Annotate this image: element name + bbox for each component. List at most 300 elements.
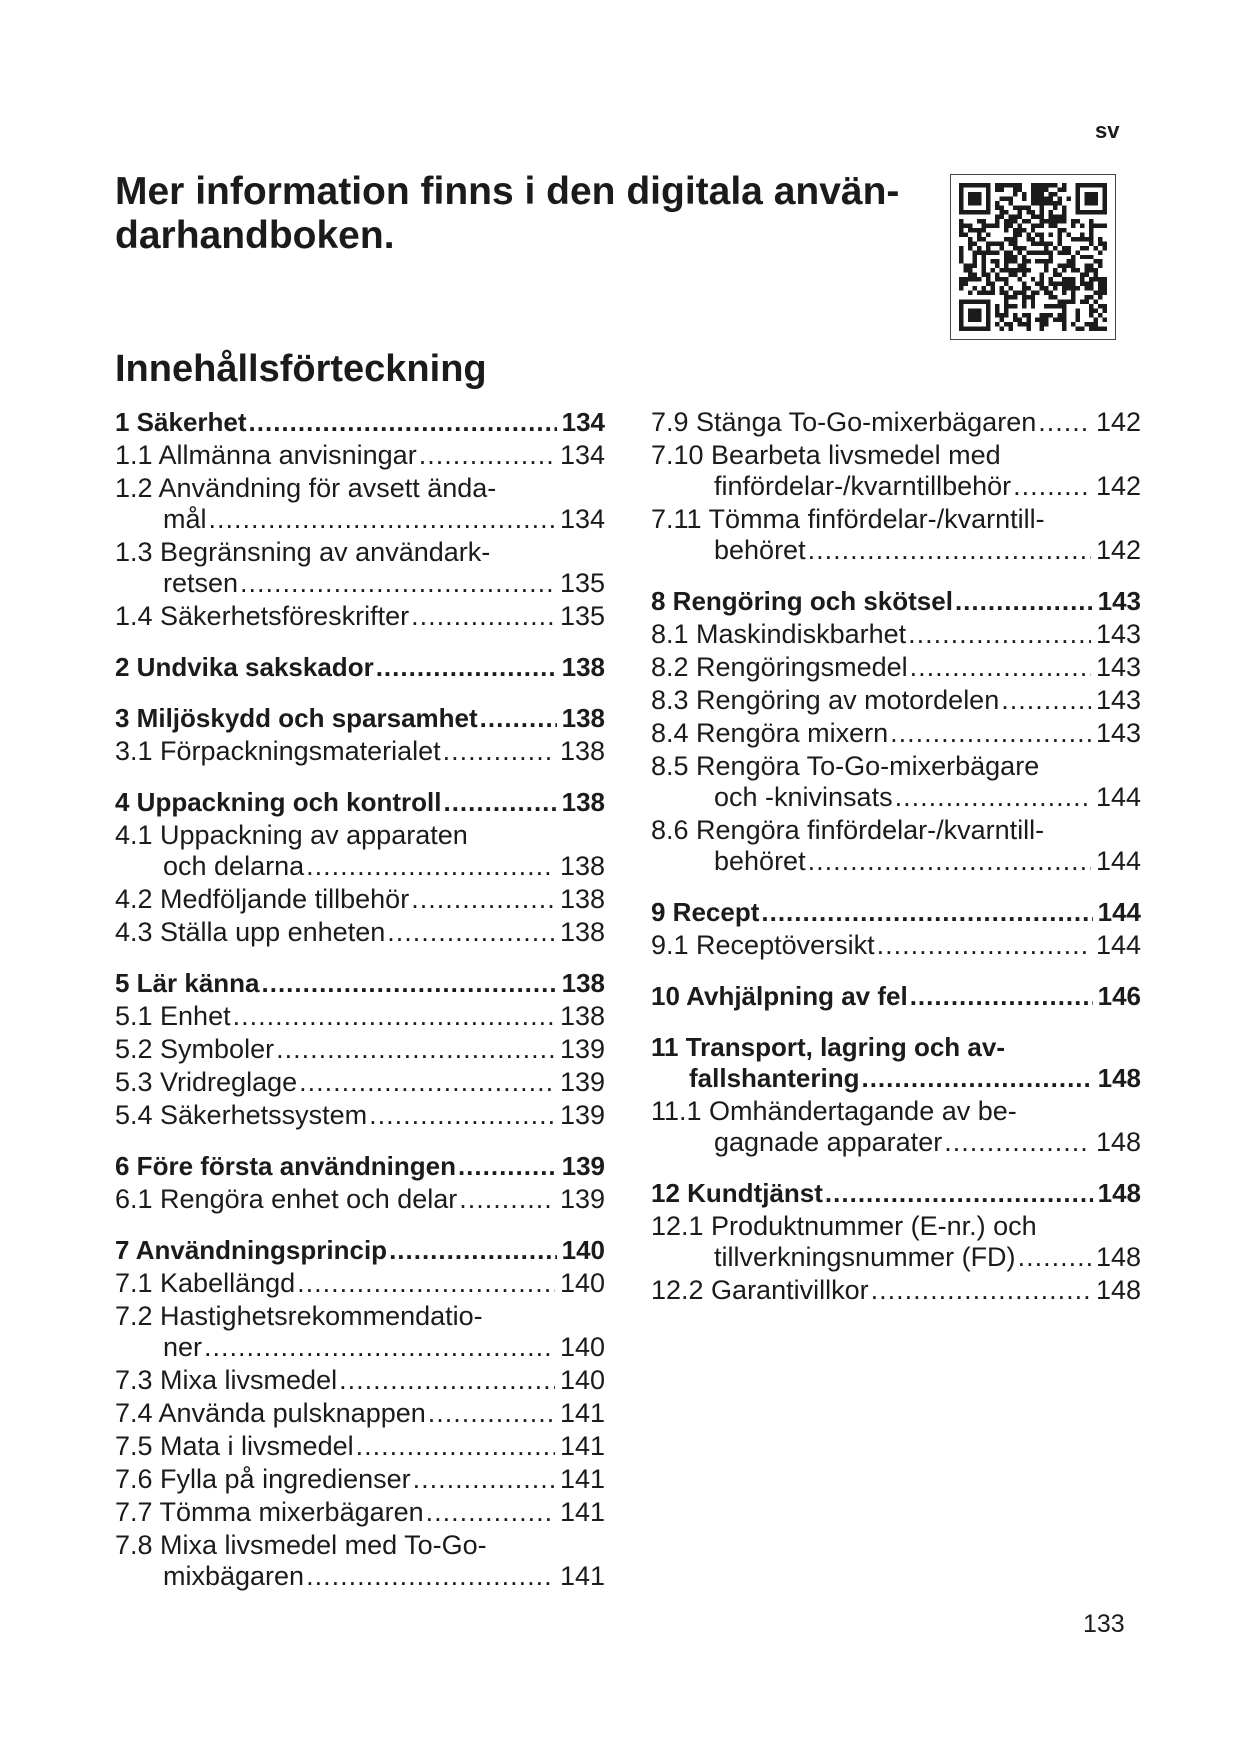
qr-module bbox=[999, 205, 1003, 209]
qr-module bbox=[999, 196, 1003, 200]
toc-section[interactable] bbox=[651, 1211, 1141, 1273]
toc-page-number: 139 bbox=[559, 1100, 605, 1130]
qr-module bbox=[1026, 318, 1030, 322]
qr-module bbox=[1098, 264, 1102, 268]
qr-module bbox=[1049, 259, 1053, 263]
qr-module bbox=[1058, 264, 1062, 268]
toc-entry-label: 7.5 Mata i livsmedel bbox=[115, 1431, 354, 1461]
qr-module bbox=[981, 264, 985, 268]
qr-module bbox=[959, 309, 963, 313]
qr-module bbox=[972, 250, 976, 254]
qr-module bbox=[1071, 223, 1075, 227]
toc-entry-label: 6.1 Rengöra enhet och delar bbox=[115, 1184, 458, 1214]
toc-section[interactable] bbox=[651, 504, 1141, 566]
qr-module bbox=[990, 241, 994, 245]
qr-module bbox=[1031, 192, 1035, 196]
toc-section[interactable] bbox=[115, 1497, 605, 1528]
qr-module bbox=[1094, 273, 1098, 277]
qr-module bbox=[1062, 309, 1066, 313]
qr-module bbox=[1094, 201, 1098, 205]
toc-section[interactable] bbox=[651, 407, 1141, 438]
qr-module bbox=[1035, 214, 1039, 218]
qr-module bbox=[1103, 291, 1107, 295]
qr-module bbox=[1053, 273, 1057, 277]
toc-entry-label: behöret bbox=[714, 846, 806, 876]
toc-entry-line bbox=[651, 1178, 1141, 1209]
qr-module bbox=[977, 232, 981, 236]
qr-module bbox=[1040, 187, 1044, 191]
toc-chapter[interactable] bbox=[651, 1032, 1141, 1094]
qr-module bbox=[1062, 277, 1066, 281]
qr-module bbox=[977, 237, 981, 241]
qr-module bbox=[1040, 313, 1044, 317]
qr-module bbox=[1035, 259, 1039, 263]
qr-module bbox=[1040, 327, 1044, 331]
qr-module bbox=[977, 327, 981, 331]
qr-module bbox=[986, 282, 990, 286]
qr-module bbox=[1022, 313, 1026, 317]
qr-module bbox=[968, 327, 972, 331]
toc-entry-label: 6 Före första användningen bbox=[115, 1151, 456, 1181]
toc-leader-dots bbox=[1018, 1242, 1091, 1273]
toc-section[interactable] bbox=[115, 1365, 605, 1396]
qr-module bbox=[1058, 313, 1062, 317]
toc-leader-dots bbox=[459, 1184, 555, 1215]
toc-entry-label: finfördelar-/kvarntillbehör bbox=[714, 471, 1012, 501]
toc-section[interactable] bbox=[115, 1001, 605, 1032]
qr-module bbox=[1098, 286, 1102, 290]
qr-module bbox=[1026, 250, 1030, 254]
toc-section[interactable] bbox=[651, 718, 1141, 749]
toc-entry-line bbox=[115, 820, 605, 851]
toc-leader-dots bbox=[306, 851, 555, 882]
qr-module bbox=[959, 223, 963, 227]
toc-entry-line bbox=[115, 652, 605, 683]
toc-page-number: 138 bbox=[561, 968, 605, 998]
qr-module bbox=[959, 187, 963, 191]
toc-section[interactable] bbox=[115, 601, 605, 632]
toc-chapter[interactable] bbox=[115, 1235, 605, 1266]
toc-entry-label: 7.1 Kabellängd bbox=[115, 1268, 296, 1298]
qr-module bbox=[1080, 223, 1084, 227]
qr-module bbox=[1067, 300, 1071, 304]
qr-module bbox=[1071, 255, 1075, 259]
toc-entry-line bbox=[115, 1151, 605, 1182]
qr-module bbox=[1089, 295, 1093, 299]
qr-module bbox=[1022, 291, 1026, 295]
toc-chapter[interactable] bbox=[115, 703, 605, 734]
toc-entry-line bbox=[651, 619, 1141, 650]
toc-entry-line bbox=[651, 718, 1141, 749]
toc-entry-line bbox=[115, 1332, 605, 1363]
toc-section[interactable] bbox=[651, 619, 1141, 650]
toc-page-number: 142 bbox=[1095, 535, 1141, 565]
toc-entry-label: 1.3 Begränsning av användark- bbox=[115, 537, 491, 567]
qr-module bbox=[1044, 196, 1048, 200]
qr-module bbox=[972, 286, 976, 290]
qr-module bbox=[1026, 205, 1030, 209]
toc-section[interactable] bbox=[651, 685, 1141, 716]
qr-module bbox=[972, 300, 976, 304]
toc-entry-line bbox=[651, 846, 1141, 877]
toc-chapter[interactable] bbox=[115, 968, 605, 999]
qr-module bbox=[1017, 210, 1021, 214]
qr-module bbox=[1022, 264, 1026, 268]
toc-entry-line bbox=[115, 917, 605, 948]
toc-page-number: 135 bbox=[559, 568, 605, 598]
qr-module bbox=[1094, 246, 1098, 250]
toc-entry-line bbox=[651, 897, 1141, 928]
qr-module bbox=[1035, 187, 1039, 191]
qr-module bbox=[1035, 223, 1039, 227]
toc-entry-label: 4.2 Medföljande tillbehör bbox=[115, 884, 410, 914]
qr-module bbox=[1022, 282, 1026, 286]
qr-module bbox=[1031, 201, 1035, 205]
toc-entry-line bbox=[651, 782, 1141, 813]
qr-module bbox=[1049, 196, 1053, 200]
toc-section[interactable] bbox=[115, 1184, 605, 1215]
qr-module bbox=[977, 183, 981, 187]
toc-section[interactable] bbox=[115, 1100, 605, 1131]
qr-module bbox=[1004, 277, 1008, 281]
qr-module bbox=[1013, 295, 1017, 299]
qr-module bbox=[1035, 291, 1039, 295]
qr-module bbox=[1004, 304, 1008, 308]
qr-module bbox=[1076, 183, 1080, 187]
qr-module bbox=[963, 232, 967, 236]
toc-entry-label: mål bbox=[163, 504, 207, 534]
qr-module bbox=[1076, 192, 1080, 196]
toc-section[interactable] bbox=[651, 1096, 1141, 1158]
qr-module bbox=[1067, 259, 1071, 263]
toc-section[interactable] bbox=[651, 815, 1141, 877]
qr-module bbox=[1085, 192, 1089, 196]
toc-leader-dots bbox=[419, 440, 555, 471]
qr-module bbox=[1022, 196, 1026, 200]
toc-entry-line bbox=[651, 1032, 1141, 1063]
qr-module bbox=[1004, 210, 1008, 214]
toc-entry-line bbox=[115, 407, 605, 438]
qr-module bbox=[1071, 291, 1075, 295]
qr-module bbox=[972, 264, 976, 268]
qr-module bbox=[1031, 250, 1035, 254]
qr-module bbox=[986, 313, 990, 317]
qr-module bbox=[999, 241, 1003, 245]
qr-module bbox=[977, 219, 981, 223]
qr-module bbox=[1035, 196, 1039, 200]
toc-chapter[interactable] bbox=[115, 787, 605, 818]
qr-module bbox=[995, 277, 999, 281]
language-code: sv bbox=[1095, 118, 1120, 143]
toc-chapter[interactable] bbox=[651, 1178, 1141, 1209]
qr-module bbox=[986, 304, 990, 308]
qr-module bbox=[981, 273, 985, 277]
qr-module bbox=[1008, 183, 1012, 187]
toc-section[interactable] bbox=[115, 1431, 605, 1462]
toc-section[interactable] bbox=[115, 537, 605, 599]
toc-entry-label: 1.2 Användning för avsett ända- bbox=[115, 473, 497, 503]
toc-section[interactable] bbox=[115, 1268, 605, 1299]
toc-entry-label: 7 Användningsprincip bbox=[115, 1235, 388, 1265]
toc-page-number: 139 bbox=[559, 1184, 605, 1214]
qr-module bbox=[1080, 282, 1084, 286]
qr-module bbox=[1040, 183, 1044, 187]
qr-module bbox=[1008, 196, 1012, 200]
qr-module bbox=[1058, 282, 1062, 286]
qr-module bbox=[1017, 228, 1021, 232]
qr-module bbox=[1040, 192, 1044, 196]
qr-module bbox=[999, 187, 1003, 191]
toc-entry-line bbox=[651, 930, 1141, 961]
qr-module bbox=[995, 313, 999, 317]
toc-entry-line bbox=[651, 471, 1141, 502]
qr-module bbox=[1103, 277, 1107, 281]
qr-module bbox=[1004, 237, 1008, 241]
qr-module bbox=[981, 237, 985, 241]
qr-module bbox=[1026, 313, 1030, 317]
qr-module bbox=[1085, 183, 1089, 187]
qr-module bbox=[963, 282, 967, 286]
toc-section[interactable] bbox=[115, 917, 605, 948]
qr-module bbox=[1031, 304, 1035, 308]
toc-section[interactable] bbox=[115, 473, 605, 535]
qr-module bbox=[1040, 196, 1044, 200]
qr-module bbox=[1017, 246, 1021, 250]
qr-module bbox=[1008, 268, 1012, 272]
toc-leader-dots bbox=[761, 897, 1092, 928]
toc-entry-label: 7.7 Tömma mixerbägaren bbox=[115, 1497, 424, 1527]
toc-page-number: 138 bbox=[561, 787, 605, 817]
qr-module bbox=[1071, 277, 1075, 281]
toc-entry-line bbox=[651, 1242, 1141, 1273]
qr-module bbox=[981, 327, 985, 331]
qr-module bbox=[995, 187, 999, 191]
toc-page-number: 148 bbox=[1097, 1178, 1141, 1208]
qr-module bbox=[972, 192, 976, 196]
qr-module bbox=[1004, 309, 1008, 313]
qr-module bbox=[1053, 201, 1057, 205]
qr-module bbox=[1089, 219, 1093, 223]
toc-entry-label: 1 Säkerhet bbox=[115, 407, 247, 437]
toc-section[interactable] bbox=[115, 1398, 605, 1429]
qr-module bbox=[1103, 192, 1107, 196]
qr-module bbox=[1085, 264, 1089, 268]
qr-module bbox=[1049, 201, 1053, 205]
toc-chapter[interactable] bbox=[115, 407, 605, 438]
toc-section[interactable] bbox=[115, 1034, 605, 1065]
qr-module bbox=[995, 273, 999, 277]
qr-module bbox=[968, 318, 972, 322]
toc-leader-dots bbox=[204, 1332, 555, 1363]
qr-module bbox=[1062, 219, 1066, 223]
qr-module bbox=[1004, 255, 1008, 259]
toc-entry-label: 2 Undvika sakskador bbox=[115, 652, 374, 682]
toc-page-number: 143 bbox=[1097, 586, 1141, 616]
qr-module bbox=[986, 241, 990, 245]
qr-module bbox=[1017, 264, 1021, 268]
toc-section[interactable] bbox=[115, 1301, 605, 1363]
qr-module bbox=[1098, 241, 1102, 245]
qr-module bbox=[990, 291, 994, 295]
qr-module bbox=[1067, 264, 1071, 268]
qr-module bbox=[1067, 196, 1071, 200]
qr-module bbox=[972, 277, 976, 281]
toc-section[interactable] bbox=[651, 652, 1141, 683]
qr-module bbox=[1103, 286, 1107, 290]
qr-module bbox=[959, 232, 963, 236]
qr-module bbox=[1044, 264, 1048, 268]
qr-module bbox=[1013, 268, 1017, 272]
qr-module bbox=[1035, 318, 1039, 322]
qr-module bbox=[1053, 192, 1057, 196]
qr-module bbox=[1076, 205, 1080, 209]
toc-section[interactable] bbox=[115, 820, 605, 882]
qr-module bbox=[981, 268, 985, 272]
qr-module bbox=[1031, 183, 1035, 187]
qr-module bbox=[1094, 223, 1098, 227]
qr-module bbox=[968, 241, 972, 245]
qr-module bbox=[1098, 223, 1102, 227]
qr-module bbox=[1022, 246, 1026, 250]
qr-module bbox=[995, 241, 999, 245]
qr-module bbox=[1089, 268, 1093, 272]
toc-chapter[interactable] bbox=[651, 897, 1141, 928]
qr-module bbox=[986, 300, 990, 304]
qr-module bbox=[1008, 250, 1012, 254]
qr-module bbox=[995, 223, 999, 227]
qr-module bbox=[990, 286, 994, 290]
qr-module bbox=[1098, 282, 1102, 286]
toc-entry-label: 8 Rengöring och skötsel bbox=[651, 586, 953, 616]
toc-section[interactable] bbox=[651, 1275, 1141, 1306]
toc-chapter[interactable] bbox=[115, 652, 605, 683]
qr-module bbox=[1080, 277, 1084, 281]
qr-module bbox=[1013, 192, 1017, 196]
toc-entry-line bbox=[115, 568, 605, 599]
toc-section[interactable] bbox=[115, 884, 605, 915]
qr-module bbox=[1013, 237, 1017, 241]
qr-module bbox=[1013, 205, 1017, 209]
qr-module bbox=[968, 291, 972, 295]
qr-module bbox=[1089, 183, 1093, 187]
qr-module bbox=[1094, 327, 1098, 331]
toc-entry-line bbox=[115, 1235, 605, 1266]
toc-page-number: 134 bbox=[559, 504, 605, 534]
qr-module bbox=[1103, 187, 1107, 191]
qr-module bbox=[963, 300, 967, 304]
toc-chapter[interactable] bbox=[651, 981, 1141, 1012]
qr-module bbox=[1080, 273, 1084, 277]
qr-module bbox=[1026, 237, 1030, 241]
qr-module bbox=[968, 223, 972, 227]
qr-module bbox=[1085, 282, 1089, 286]
qr-module bbox=[1044, 291, 1048, 295]
toc-section[interactable] bbox=[651, 930, 1141, 961]
qr-module bbox=[1067, 246, 1071, 250]
qr-module bbox=[977, 309, 981, 313]
qr-module bbox=[1071, 282, 1075, 286]
toc-entry-label: mixbägaren bbox=[163, 1561, 305, 1591]
qr-module bbox=[1008, 286, 1012, 290]
qr-code[interactable] bbox=[950, 174, 1116, 340]
toc-entry-line bbox=[651, 440, 1141, 471]
toc-section[interactable] bbox=[115, 1464, 605, 1495]
qr-module bbox=[1049, 295, 1053, 299]
toc-entry-line bbox=[651, 981, 1141, 1012]
qr-module bbox=[995, 205, 999, 209]
qr-module bbox=[977, 250, 981, 254]
toc-section[interactable] bbox=[651, 751, 1141, 813]
toc-leader-dots bbox=[871, 1275, 1091, 1306]
qr-module bbox=[1040, 273, 1044, 277]
qr-module bbox=[1094, 196, 1098, 200]
toc-section[interactable] bbox=[115, 440, 605, 471]
qr-module bbox=[1076, 219, 1080, 223]
toc-leader-dots bbox=[808, 846, 1091, 877]
qr-module bbox=[1049, 219, 1053, 223]
toc-entry-line bbox=[115, 1100, 605, 1131]
toc-chapter[interactable] bbox=[651, 586, 1141, 617]
qr-module bbox=[1044, 187, 1048, 191]
qr-module bbox=[1085, 322, 1089, 326]
qr-module bbox=[1089, 237, 1093, 241]
toc-page-number: 148 bbox=[1097, 1063, 1141, 1093]
qr-module bbox=[986, 187, 990, 191]
toc-section[interactable] bbox=[115, 736, 605, 767]
qr-module bbox=[981, 250, 985, 254]
qr-module bbox=[968, 268, 972, 272]
qr-module bbox=[968, 277, 972, 281]
qr-module bbox=[995, 183, 999, 187]
toc-entry-line bbox=[115, 1365, 605, 1396]
qr-module bbox=[1076, 313, 1080, 317]
qr-module bbox=[977, 201, 981, 205]
qr-module bbox=[1004, 322, 1008, 326]
toc-chapter[interactable] bbox=[115, 1151, 605, 1182]
toc-page-number: 140 bbox=[559, 1365, 605, 1395]
qr-module bbox=[1013, 304, 1017, 308]
qr-module bbox=[1040, 282, 1044, 286]
toc-section[interactable] bbox=[651, 440, 1141, 502]
toc-entry-label: 11 Transport, lagring och av- bbox=[651, 1032, 1005, 1062]
qr-module bbox=[1085, 255, 1089, 259]
qr-module bbox=[1085, 201, 1089, 205]
qr-module bbox=[972, 273, 976, 277]
qr-module bbox=[1004, 183, 1008, 187]
qr-module bbox=[1004, 250, 1008, 254]
toc-section[interactable] bbox=[115, 1067, 605, 1098]
qr-module bbox=[1053, 282, 1057, 286]
qr-module bbox=[1062, 205, 1066, 209]
qr-module bbox=[1040, 286, 1044, 290]
qr-module bbox=[1035, 183, 1039, 187]
toc-section[interactable] bbox=[115, 1530, 605, 1592]
toc-entry-line bbox=[115, 1561, 605, 1592]
qr-module bbox=[1013, 246, 1017, 250]
toc-leader-dots bbox=[276, 1034, 555, 1065]
qr-module bbox=[1062, 210, 1066, 214]
toc-entry-label: 12.1 Produktnummer (E-nr.) och bbox=[651, 1211, 1037, 1241]
qr-module bbox=[1026, 259, 1030, 263]
qr-module bbox=[1022, 268, 1026, 272]
qr-module bbox=[1049, 210, 1053, 214]
qr-module bbox=[1004, 264, 1008, 268]
qr-module bbox=[1094, 309, 1098, 313]
qr-module bbox=[1035, 232, 1039, 236]
toc-entry-label: 9.1 Receptöversikt bbox=[651, 930, 875, 960]
toc-entry-line bbox=[651, 815, 1141, 846]
qr-module bbox=[959, 327, 963, 331]
